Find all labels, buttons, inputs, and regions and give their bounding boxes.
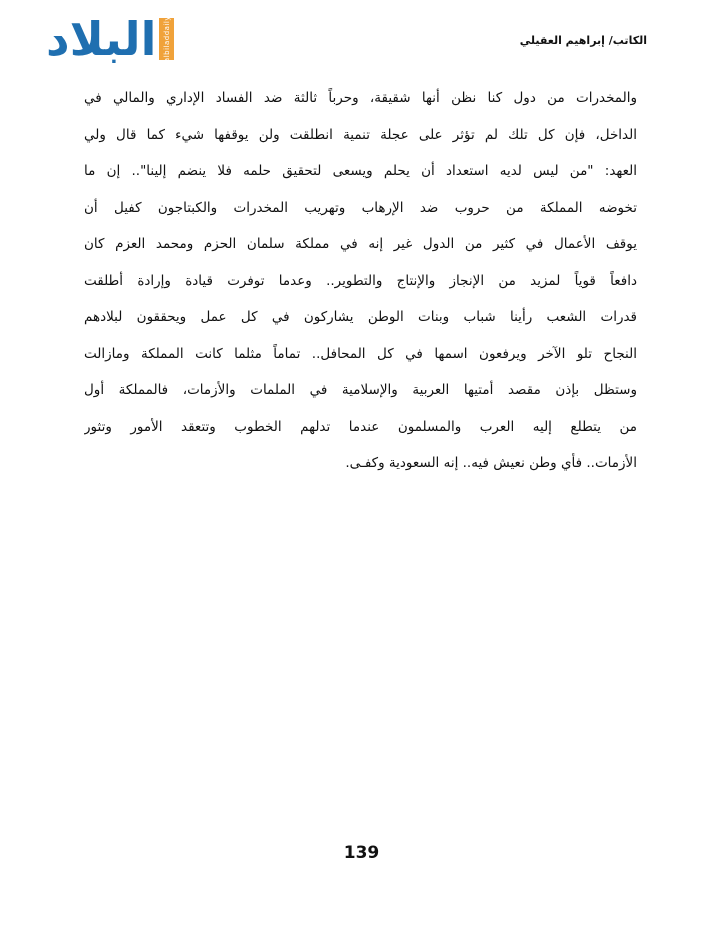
page-number: 139 [343,843,380,863]
article-line: العهد: "من ليس لديه استعداد أن يحلم ويسعى لتحقيق حلمه فلا ينضم إلينا".. إن ما [84,163,637,179]
article-line: تخوضه المملكة من حروب ضد الإرهاب وتهريب المخدرات والكبتاجون كفيل أن [84,199,637,216]
article-line: قدرات الشعب رأينا شباب وبنات الوطن يشاركون في كل عمل ويحققون لبلادهم [84,309,637,325]
article-line: من يتطلع إليه العرب والمسلمون عندما تدلهم الخطوب وتتعقد الأمور وتثور [84,418,637,435]
article-line: وستظل بإذن مقصد أمتيها العربية والإسلامية في الملمات والأزمات، فالمملكة أول [84,382,637,398]
logo-wordmark: البلاد [46,12,157,66]
logo-tag [159,15,174,63]
article-line: الداخل، فإن كل تلك لم تؤثر على عجلة تنمية انطلقت ولن يوقفها شيء كما قال ولي [84,126,637,143]
article-line: والمخدرات من دول كنا نظن أنها شقيقة، وحرباً ثالثة ضد الفساد الإداري والمالي في [84,90,637,106]
albilad-logo [46,14,176,64]
article-line: دافعاً قوياً لمزيد من الإنجاز والإنتاج والتطوير.. وعدما توفرت قيادة وإرادة أطلقت [84,272,637,289]
author-line: الكاتب/ إبراهيم العقيلي [519,34,647,47]
article-line: النجاح تلو الآخر ويرفعون اسمها في كل المحافل.. تماماً مثلما كانت المملكة ومازالت [84,345,637,362]
logo-tag-text: albiladdaily [162,15,171,63]
article-line: الأزمات.. فأي وطن نعيش فيه.. إنه السعودية وكفـى. [345,455,637,471]
page-header [0,0,723,80]
article-body [84,80,637,482]
article-line: يوقف الأعمال في كثير من الدول غير إنه في مملكة سلمان الحزم ومحمد العزم كان [84,236,637,252]
